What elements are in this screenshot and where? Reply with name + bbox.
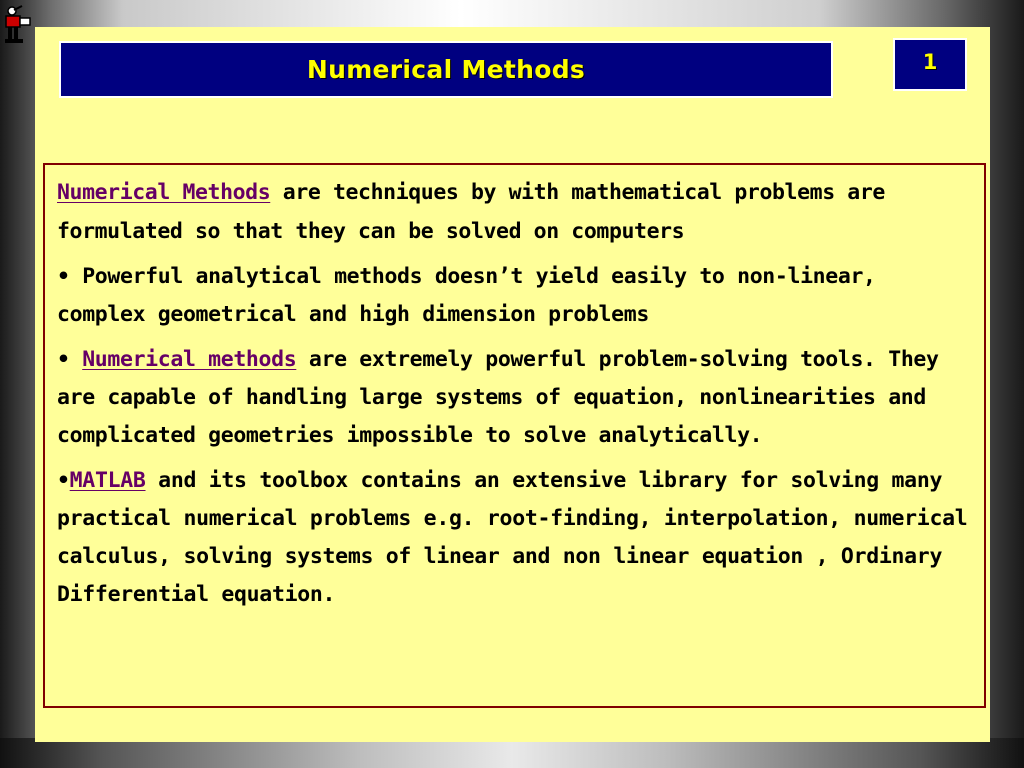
- slide: [35, 27, 990, 742]
- page-number-box: [893, 38, 967, 91]
- term-numerical-methods-lower: Numerical methods: [82, 347, 297, 372]
- term-numerical-methods: Numerical Methods: [57, 180, 271, 205]
- title-bar: [59, 41, 833, 98]
- definition-text: are techniques by with mathematical problems are formulated so that they can be solved on computers: [57, 180, 885, 244]
- paragraph-definition: [57, 173, 970, 251]
- slide-title: Numerical Methods: [306, 55, 586, 84]
- bullet-text: Powerful analytical methods doesn’t yield easily to non-linear, complex geometrical and high dimension problems: [57, 264, 876, 327]
- term-matlab: MATLAB: [69, 468, 146, 493]
- background-shade: [0, 738, 1024, 768]
- content-frame: [43, 163, 986, 708]
- bullet-analytical-methods: [57, 258, 970, 334]
- robot-figure-icon: [2, 3, 34, 45]
- bullet-matlab: [57, 462, 970, 614]
- bullet-marker: •: [57, 468, 70, 493]
- bullet-text: and its toolbox contains an extensive library for solving many practical numerical problems e.g. root-finding, interpolation, numerical calculus, solving systems of linear and non linear equation , Ordinary Differential equation.: [57, 468, 968, 607]
- bullet-text: are extremely powerful problem-solving tools. They are capable of handling large systems of equation, nonlinearities and complicated geometries impossible to solve analytically.: [57, 347, 939, 448]
- bullet-marker: •: [57, 264, 70, 289]
- page-number: 1: [922, 50, 938, 74]
- bullet-marker: •: [57, 347, 83, 372]
- bullet-numerical-methods: [57, 341, 970, 455]
